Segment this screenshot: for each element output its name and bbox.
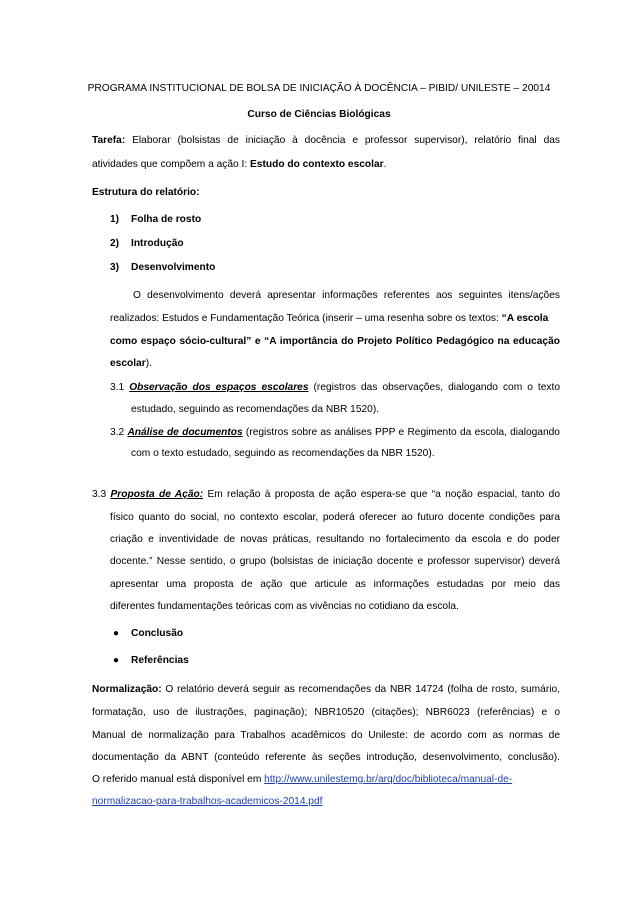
normalization-line-3: Manual de normalização para Trabalhos acadêmicos do Unileste: de acordo com as normas de <box>92 730 560 741</box>
section-3-2-line-1: 3.2 Análise de documentos (registros sobre as análises PPP e Regimento da escola, dialogando <box>110 427 560 438</box>
development-line-3: como espaço sócio-cultural” e “A importância do Projeto Político Pedagógico na educação <box>110 336 560 347</box>
section-3-3-line-2: físico quanto do social, no contexto escolar, poderá oferecer ao futuro docente condições para <box>110 512 560 523</box>
section-3-3-line-4: docente.” Nesse sentido, o grupo (bolsistas de iniciação docente e professor supervisor) deverá <box>110 556 560 567</box>
task-line-1: Tarefa: Elaborar (bolsistas de iniciação à docência e professor supervisor), relatório final das <box>92 135 560 146</box>
section-3-1-line-1: 3.1 Observação dos espaços escolares (registros das observações, dialogando com o texto <box>110 382 560 393</box>
task-label: Tarefa: <box>92 135 126 146</box>
normalization-line-5: O referido manual está disponível em http://www.unilestemg.br/arq/doc/biblioteca/manual-de- <box>92 774 513 785</box>
bullet-icon: ● <box>113 655 120 666</box>
structure-item-num: 3) <box>110 262 120 273</box>
manual-link-continued[interactable]: normalizacao-para-trabalhos-academicos-2014.pdf <box>92 796 323 807</box>
development-line-1: O desenvolvimento deverá apresentar informações referentes aos seguintes itens/ações <box>133 290 560 301</box>
section-3-3-line-6: diferentes fundamentações teóricas com as vivências no cotidiano da escola. <box>110 601 459 612</box>
program-title: PROGRAMA INSTITUCIONAL DE BOLSA DE INICIAÇÃO À DOCÊNCIA – PIBID/ UNILESTE – 20014 <box>87 83 551 94</box>
manual-link[interactable]: http://www.unilestemg.br/arq/doc/biblioteca/manual-de- <box>264 774 513 785</box>
task-line-2: atividades que compõem a ação I: Estudo do contexto escolar. <box>92 159 387 170</box>
structure-item-introducao: Introdução <box>131 238 184 249</box>
normalization-line-2: formatação, uso de ilustrações, paginação); NBR10520 (citações); NBR6023 (referências) e o <box>92 707 560 718</box>
section-3-2-title: Análise de documentos <box>127 427 243 438</box>
section-3-2-line-2: com o texto estudado, seguindo as recomendações da NBR 1520). <box>131 448 435 459</box>
structure-title: Estrutura do relatório: <box>92 187 200 198</box>
structure-item-num: 2) <box>110 238 120 249</box>
structure-item-num: 1) <box>110 214 120 225</box>
section-3-1-title: Observação dos espaços escolares <box>129 382 309 393</box>
development-line-2: realizados: Estudos e Fundamentação Teórica (inserir – uma resenha sobre os textos: “A escola <box>110 313 549 324</box>
bullet-item-referencias: Referências <box>131 655 189 666</box>
structure-item-folha-de-rosto: Folha de rosto <box>131 214 202 225</box>
bullet-icon: ● <box>113 628 120 639</box>
section-3-3-line-5: apresentar uma proposta de ação que articule as informações estudadas por meio das <box>110 579 560 590</box>
normalization-line-1: Normalização: O relatório deverá seguir as recomendações da NBR 14724 (folha de rosto, sumário, <box>92 684 560 695</box>
course-title: Curso de Ciências Biológicas <box>247 109 391 120</box>
section-3-3-title: Proposta de Ação: <box>110 489 204 500</box>
normalization-line-4: documentação da ABNT (conteúdo referente às seções introdução, desenvolvimento, conclusão). <box>92 752 560 763</box>
section-3-1-line-2: estudado, seguindo as recomendações da NBR 1520). <box>131 404 380 415</box>
section-3-3-line-3: criação e inventividade de novas práticas, resultando no fortalecimento da escola e do poder <box>110 534 560 545</box>
development-line-4: escolar). <box>110 358 152 369</box>
normalization-line-6 <box>92 795 322 809</box>
bullet-item-conclusao: Conclusão <box>131 628 184 639</box>
section-3-3-line-1: 3.3 Proposta de Ação: Em relação à proposta de ação espera-se que “a noção espacial, tanto do <box>92 489 560 500</box>
structure-item-desenvolvimento: Desenvolvimento <box>131 262 216 273</box>
normalization-label: Normalização: <box>92 684 162 695</box>
